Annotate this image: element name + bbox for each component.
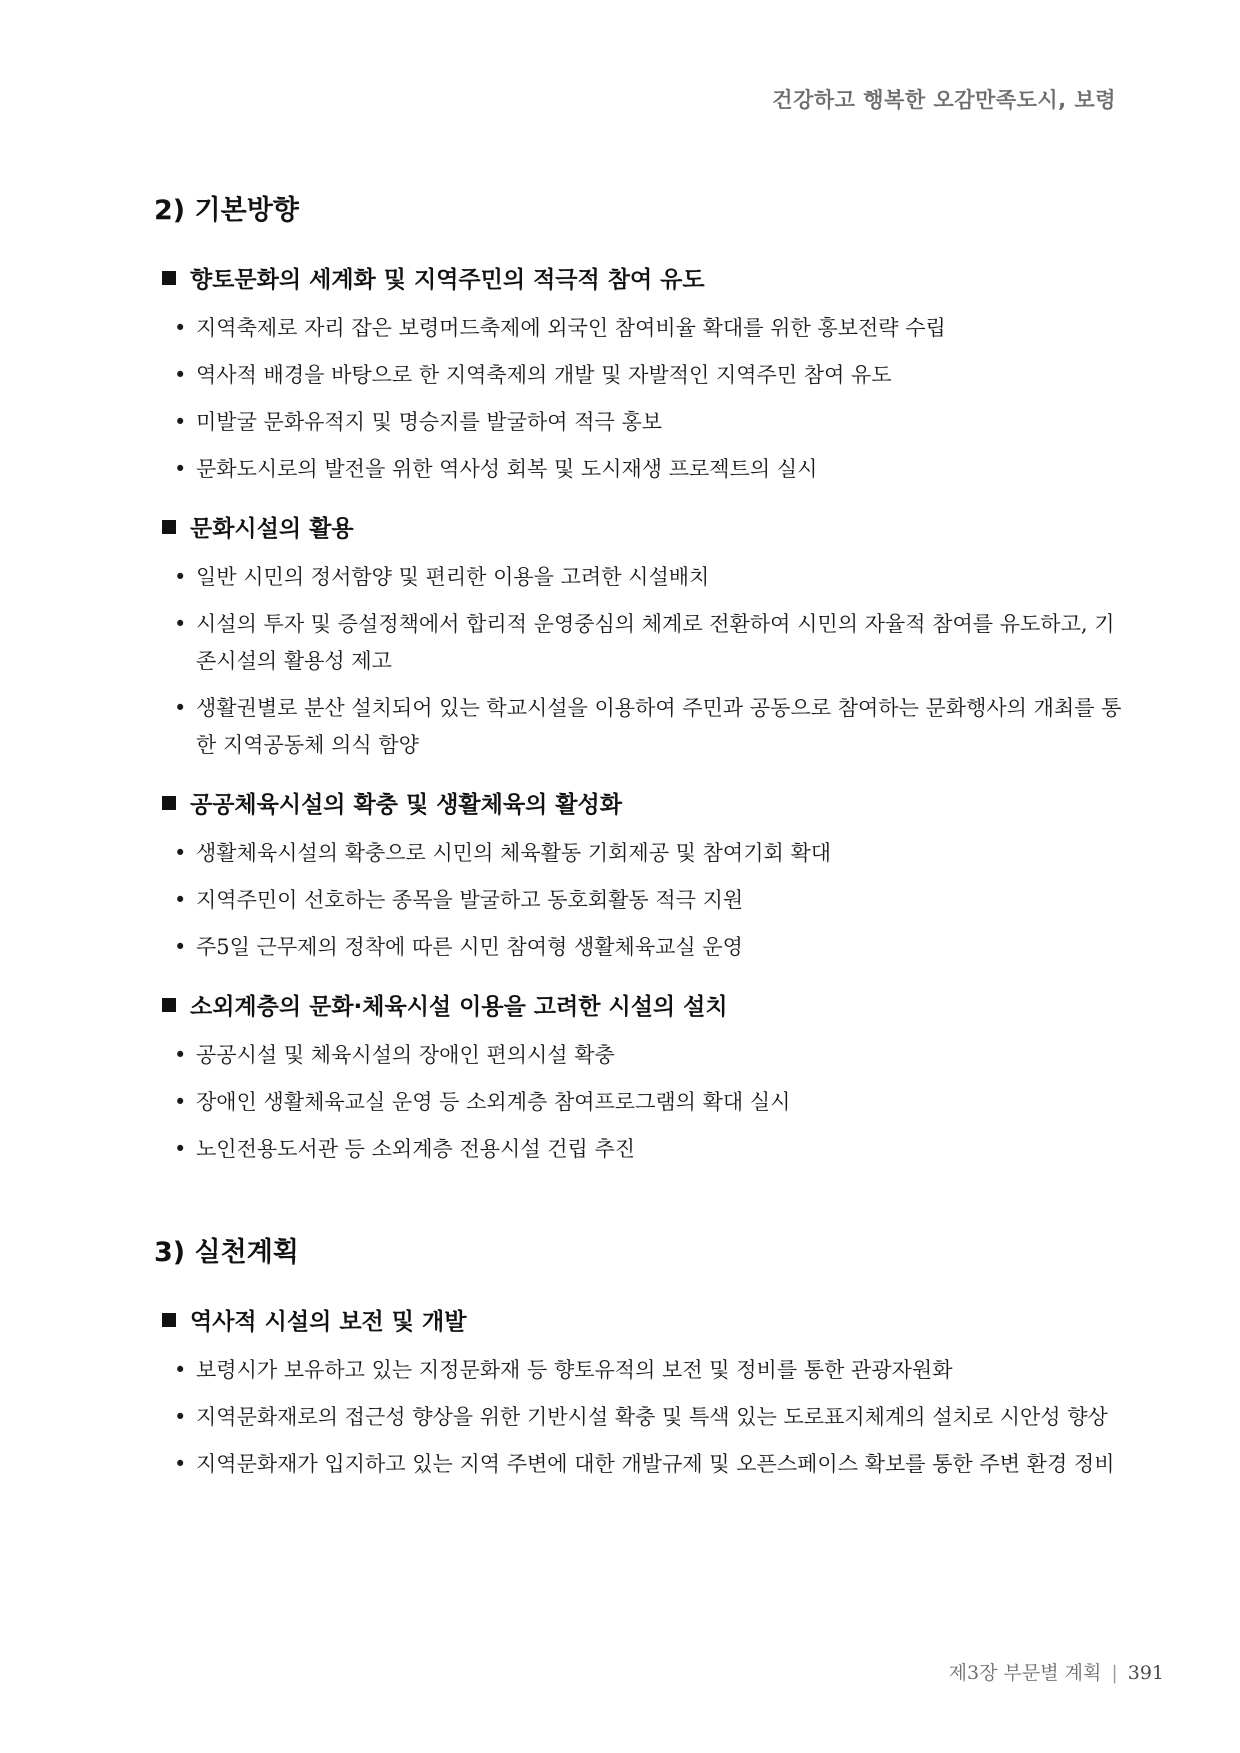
bullet-list xyxy=(154,310,1124,488)
bullet-dot-icon: • xyxy=(174,612,187,636)
page-footer xyxy=(949,1658,1164,1685)
square-bullet-icon xyxy=(162,520,176,534)
list-item xyxy=(154,1037,1124,1074)
subsection-title: 향토문화의 세계화 및 지역주민의 적극적 참여 유도 xyxy=(190,267,705,293)
list-item-text: 역사적 배경을 바탕으로 한 지역축제의 개발 및 자발적인 지역주민 참여 유도 xyxy=(196,363,892,387)
subsection-heading xyxy=(162,261,1124,294)
section-title: 2) 기본방향 xyxy=(154,195,299,226)
list-item-text: 지역문화재가 입지하고 있는 지역 주변에 대한 개발규제 및 오픈스페이스 확보를 통한 주변 환경 정비 xyxy=(196,1452,1115,1476)
list-item xyxy=(154,1131,1124,1168)
list-item-text: 지역문화재로의 접근성 향상을 위한 기반시설 확충 및 특색 있는 도로표지체계의 설치로 시안성 향상 xyxy=(196,1405,1108,1429)
list-item-text: 지역주민이 선호하는 종목을 발굴하고 동호회활동 적극 지원 xyxy=(196,888,744,912)
subsection-title: 역사적 시설의 보전 및 개발 xyxy=(190,1309,467,1335)
section-title: 3) 실천계획 xyxy=(154,1237,299,1268)
list-item-text: 생활체육시설의 확충으로 시민의 체육활동 기회제공 및 참여기회 확대 xyxy=(196,841,832,865)
bullet-dot-icon: • xyxy=(174,410,187,434)
list-item-text: 보령시가 보유하고 있는 지정문화재 등 향토유적의 보전 및 정비를 통한 관광자원화 xyxy=(196,1358,953,1382)
bullet-dot-icon: • xyxy=(174,1452,187,1476)
bullet-dot-icon: • xyxy=(174,457,187,481)
list-item xyxy=(154,882,1124,919)
list-item xyxy=(154,1352,1124,1389)
list-item xyxy=(154,404,1124,441)
running-header-title: 건강하고 행복한 오감만족도시, 보령 xyxy=(772,88,1116,112)
bullet-dot-icon: • xyxy=(174,935,187,959)
bullet-dot-icon: • xyxy=(174,1090,187,1114)
list-item xyxy=(154,451,1124,488)
page-content xyxy=(154,188,1124,1505)
bullet-list xyxy=(154,1037,1124,1168)
bullet-dot-icon: • xyxy=(174,1043,187,1067)
list-item-text: 장애인 생활체육교실 운영 등 소외계층 참여프로그램의 확대 실시 xyxy=(196,1090,791,1114)
footer-chapter: 제3장 부문별 계획 xyxy=(948,1662,1102,1684)
list-item xyxy=(154,1399,1124,1436)
list-item xyxy=(154,357,1124,394)
list-item xyxy=(154,1084,1124,1121)
subsection-title: 공공체육시설의 확충 및 생활체육의 활성화 xyxy=(190,792,622,818)
list-item xyxy=(154,310,1124,347)
list-item-text: 일반 시민의 정서함양 및 편리한 이용을 고려한 시설배치 xyxy=(196,565,710,589)
list-item xyxy=(154,929,1124,966)
subsection-heading xyxy=(162,1303,1124,1336)
list-item-text: 미발굴 문화유적지 및 명승지를 발굴하여 적극 홍보 xyxy=(196,410,663,434)
bullet-dot-icon: • xyxy=(174,1137,187,1161)
bullet-dot-icon: • xyxy=(174,316,187,340)
bullet-dot-icon: • xyxy=(174,696,187,720)
list-item-text: 노인전용도서관 등 소외계층 전용시설 건립 추진 xyxy=(196,1137,636,1161)
square-bullet-icon xyxy=(162,796,176,810)
bullet-dot-icon: • xyxy=(174,1358,187,1382)
list-item-text: 공공시설 및 체육시설의 장애인 편의시설 확충 xyxy=(196,1043,615,1067)
list-item xyxy=(154,606,1124,680)
bullet-dot-icon: • xyxy=(174,841,187,865)
list-item-text: 지역축제로 자리 잡은 보령머드축제에 외국인 참여비율 확대를 위한 홍보전략 수립 xyxy=(196,316,946,340)
bullet-dot-icon: • xyxy=(174,363,187,387)
bullet-dot-icon: • xyxy=(174,565,187,589)
bullet-list xyxy=(154,559,1124,764)
list-item-text: 생활권별로 분산 설치되어 있는 학교시설을 이용하여 주민과 공동으로 참여하는 문화행사의 개최를 통한 지역공동체 의식 함양 xyxy=(196,696,1122,757)
subsection-heading xyxy=(162,510,1124,543)
list-item-text: 주5일 근무제의 정착에 따른 시민 참여형 생활체육교실 운영 xyxy=(196,935,743,959)
list-item xyxy=(154,559,1124,596)
list-item xyxy=(154,835,1124,872)
subsection-title: 소외계층의 문화·체육시설 이용을 고려한 시설의 설치 xyxy=(190,994,728,1020)
square-bullet-icon xyxy=(162,1313,176,1327)
subsection-heading xyxy=(162,988,1124,1021)
bullet-list xyxy=(154,835,1124,966)
page-number: 391 xyxy=(1127,1662,1164,1684)
square-bullet-icon xyxy=(162,998,176,1012)
bullet-dot-icon: • xyxy=(174,1405,187,1429)
subsection-title: 문화시설의 활용 xyxy=(190,516,354,542)
subsection-heading xyxy=(162,786,1124,819)
list-item xyxy=(154,1446,1124,1483)
list-item-text: 시설의 투자 및 증설정책에서 합리적 운영중심의 체계로 전환하여 시민의 자율적 참여를 유도하고, 기존시설의 활용성 제고 xyxy=(196,612,1115,673)
list-item xyxy=(154,690,1124,764)
bullet-dot-icon: • xyxy=(174,888,187,912)
footer-separator: | xyxy=(1111,1662,1118,1684)
square-bullet-icon xyxy=(162,271,176,285)
list-item-text: 문화도시로의 발전을 위한 역사성 회복 및 도시재생 프로젝트의 실시 xyxy=(196,457,818,481)
bullet-list xyxy=(154,1352,1124,1483)
